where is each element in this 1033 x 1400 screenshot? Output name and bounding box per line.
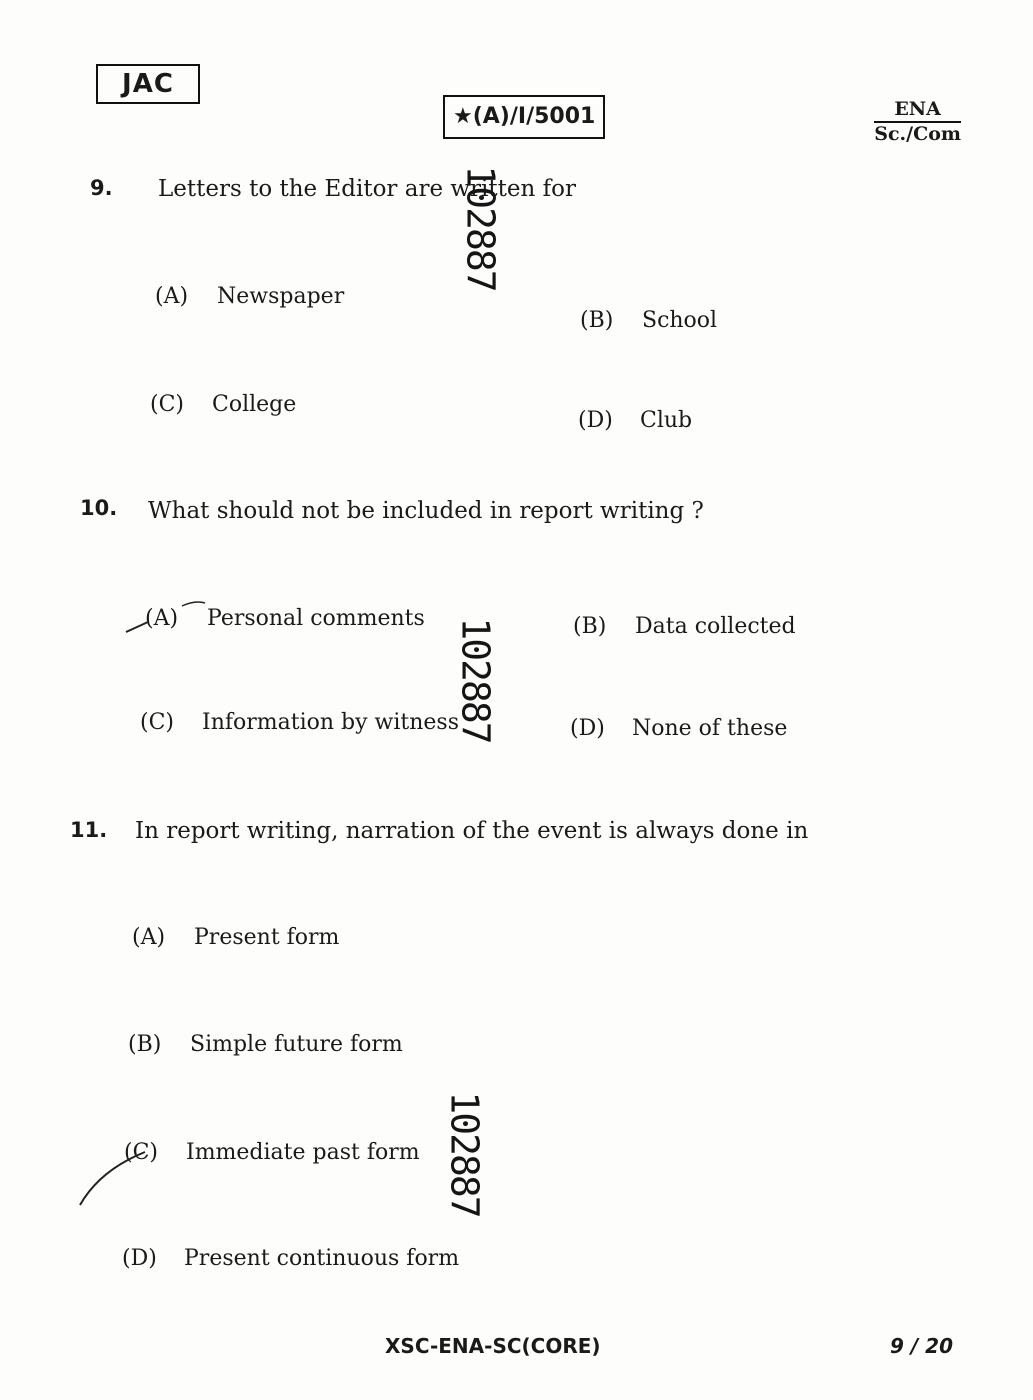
- paper-code-box: ★(A)/I/5001: [443, 95, 605, 139]
- option-text: None of these: [632, 716, 788, 741]
- serial-stamp-1: 102887: [458, 165, 503, 291]
- option-label: (D): [578, 408, 613, 433]
- option-text: Newspaper: [217, 284, 345, 309]
- option-text: Simple future form: [190, 1032, 403, 1057]
- question-10-text: What should not be included in report writing ?: [148, 498, 704, 524]
- option-text: Immediate past form: [186, 1140, 420, 1165]
- option-text: Personal comments: [207, 606, 425, 631]
- question-9-number: 9.: [90, 176, 113, 200]
- option-text: Present continuous form: [184, 1246, 460, 1271]
- option-label: (A): [155, 284, 189, 309]
- option-text: School: [642, 308, 718, 333]
- option-label: (C): [124, 1140, 158, 1165]
- serial-stamp-2: 102887: [453, 617, 498, 743]
- option-label: (B): [573, 614, 607, 639]
- serial-stamp-3: 102887: [442, 1091, 487, 1217]
- tick-mark-q11: [80, 1152, 145, 1205]
- question-11-number: 11.: [70, 818, 108, 842]
- option-label: (A): [145, 606, 179, 631]
- option-label: (D): [570, 716, 605, 741]
- option-text: Information by witness: [202, 710, 460, 735]
- option-label: (C): [140, 710, 174, 735]
- tick-mark-q10: [126, 622, 148, 632]
- option-text: Data collected: [635, 614, 796, 639]
- footer-paper-code: XSC-ENA-SC(CORE): [385, 1334, 601, 1358]
- option-label: (D): [122, 1246, 157, 1271]
- subject-code: ENA: [874, 98, 961, 123]
- option-label: (A): [132, 925, 166, 950]
- option-text: Present form: [194, 925, 340, 950]
- option-label: (C): [150, 392, 184, 417]
- board-logo-box: JAC: [96, 64, 200, 104]
- tick-mark-q10-flourish: [182, 602, 205, 606]
- question-10-number: 10.: [80, 496, 118, 520]
- option-text: College: [212, 392, 297, 417]
- option-label: (B): [580, 308, 614, 333]
- question-9-text: Letters to the Editor are written for: [158, 176, 576, 202]
- page-number: 9 / 20: [890, 1334, 953, 1358]
- option-text: Club: [640, 408, 693, 433]
- option-label: (B): [128, 1032, 162, 1057]
- question-11-text: In report writing, narration of the event is always done in: [135, 818, 809, 844]
- stream-label: Sc./Com: [874, 123, 961, 145]
